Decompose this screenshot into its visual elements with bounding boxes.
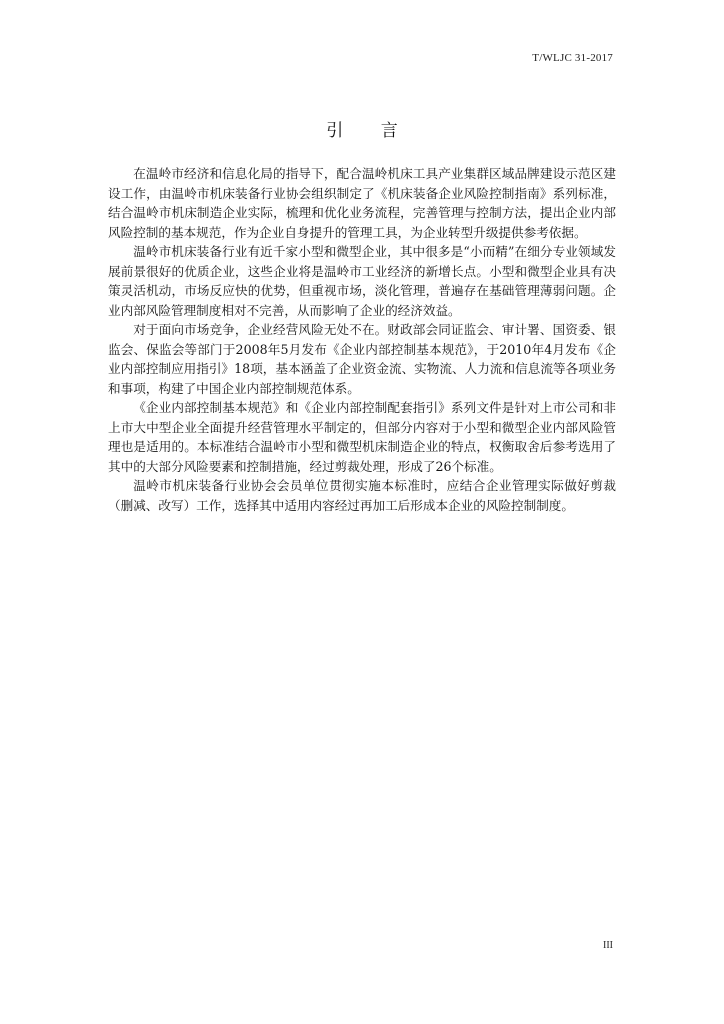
paragraph-4: 《企业内部控制基本规范》和《企业内部控制配套指引》系列文件是针对上市公司和非上市大中型企业全面提升经营管理水平制定的，但部分内容对于小型和微型企业内部风险管理也是适用的。本标准结合温岭市小型和微型机床制造企业的特点，权衡取舍后参考选用了其中的大部分风险要素和控制措施，经过剪裁处理，形成了26个标准。 (108, 400, 616, 474)
paragraph-5: 温岭市机床装备行业协会会员单位贯彻实施本标准时，应结合企业管理实际做好剪裁（删减、改写）工作，选择其中适用内容经过再加工后形成本企业的风险控制制度。 (108, 478, 616, 513)
body-text (108, 164, 616, 515)
paragraph-3: 对于面向市场竞争，企业经营风险无处不在。财政部会同证监会、审计署、国资委、银监会、保监会等部门于2008年5月发布《企业内部控制基本规范》，于2010年4月发布《企业内部控制应用指引》18项，基本涵盖了企业资金流、实物流、人力流和信息流等各项业务和事项，构建了中国企业内部控制规范体系。 (108, 322, 616, 396)
document-code: T/WLJC 31-2017 (532, 52, 613, 64)
paragraph-2: 温岭市机床装备行业有近千家小型和微型企业，其中很多是“小而精”在细分专业领域发展前景很好的优质企业，这些企业将是温岭市工业经济的新增长点。小型和微型企业具有决策灵活机动，市场反应快的优势，但重视市场，淡化管理，普遍存在基础管理薄弱问题。企业内部风险管理制度相对不完善，从而影响了企业的经济效益。 (108, 244, 616, 318)
page-number: III (603, 940, 613, 951)
paragraph-1: 在温岭市经济和信息化局的指导下，配合温岭机床工具产业集群区域品牌建设示范区建设工作，由温岭市机床装备行业协会组织制定了《机床装备企业风险控制指南》系列标准，结合温岭市机床制造企业实际，梳理和优化业务流程，完善管理与控制方法，提出企业内部风险控制的基本规范，作为企业自身提升的管理工具，为企业转型升级提供参考依据。 (108, 166, 616, 240)
page-title: 引 言 (326, 121, 414, 141)
